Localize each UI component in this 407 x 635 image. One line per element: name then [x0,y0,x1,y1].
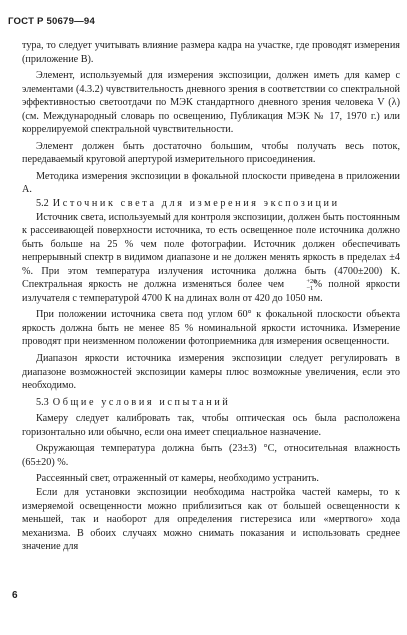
tolerance-lower: −1 [306,284,314,292]
paragraph: Камеру следует калибровать так, чтобы оптическая ось была расположена горизонтально или обычно, если она имеет специальное назначение. [22,413,400,438]
section-heading-5-2 [22,197,400,211]
paragraph-text: Источник света, используемый для контроля экспозиции, должен быть постоянным к рассеивающей поверхности источника, то есть освещенное поле источника должно быть больше на 25 % чем поле фотографии. Источник должен обеспечивать непрерывный спектр в видимом диапазоне и не должен менять яркость в пределах ±4 %. При этом температура излучения источника должна быть (4700±200) К. Спектральная яркость не должна изменяться более чем [22,211,400,291]
tolerance-upper: +20 [306,277,317,285]
section-title: Источник света для измерения экспозиции [52,198,340,210]
paragraph-text: % полной яркости излучателя с температурой 4700 К на длинах волн от 420 до 1050 нм. [22,279,401,304]
document-header: ГОСТ Р 50679—94 [8,16,95,27]
paragraph: тура, то следует учитывать влияние размера кадра на участке, где проводят измерения (приложение В). [22,40,400,65]
paragraph: Если для установки экспозиции необходима настройка частей камеры, то к измеряемой освещенности можно приблизиться как от большей освещенности к меньшей, так и наоборот для определения гистерезиса или «мертвого» хода механизма. В обоих случаях можно снимать показания и использовать среднее значение для [22,486,400,553]
section-title: Общие условия испытаний [52,396,231,408]
document-body [22,39,400,554]
section-heading-5-3 [22,396,400,410]
section-number: 5.3 [36,396,49,408]
paragraph: При положении источника света под углом 60° к фокальной плоскости объекта яркость должна быть не менее 85 % номинальной яркости источника. Измерение проводят при неизменном положении фотоприемника для измерения освещенности. [22,309,400,348]
section-number: 5.2 [36,198,49,210]
tolerance-fraction [290,277,317,292]
page-number: 6 [12,590,18,601]
paragraph: Окружающая температура должна быть (23±3) °С, относительная влажность (65±20) %. [22,443,400,468]
paragraph: Рассеянный свет, отраженный от камеры, необходимо устранить. [36,473,319,485]
paragraph: Методика измерения экспозиции в фокальной плоскости приведена в приложении А. [22,170,400,196]
paragraph: Элемент должен быть достаточно большим, чтобы получать весь поток, передаваемый круговой апертурой измерительного присоединения. [22,140,400,166]
paragraph: Элемент, используемый для измерения экспозиции, должен иметь для камер с элементами (4.3.2) чувствительность дневного зрения в соответствии со спектральной эффективностью светоотдачи по МЭК стандартного дневного зрения человека V (λ) (см. Международный словарь по освещению, Публикация МЭК № 17, 1970 г.) или коррелируемой спектральной чувствительности. [22,70,400,136]
paragraph: Диапазон яркости источника измерения экспозиции следует регулировать в диапазоне возможностей экспозиции камеры плюс возможные увеличения, если это необходимо. [22,353,400,392]
paragraph [22,211,400,306]
